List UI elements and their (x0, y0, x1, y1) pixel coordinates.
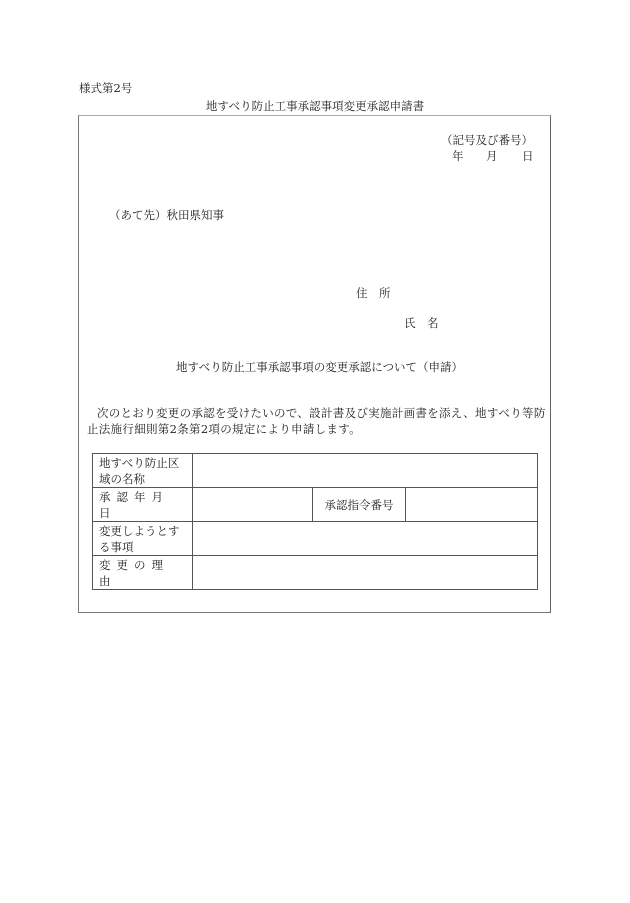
date-line (452, 148, 532, 164)
table-row (93, 454, 538, 488)
date-year: 年 (452, 149, 464, 163)
name-label: 氏 名 (404, 316, 439, 330)
area-name-label: 地すべり防止区域の名称 (93, 454, 193, 488)
table-row (93, 556, 538, 590)
change-item-label: 変更しようとする事項 (93, 522, 193, 556)
area-name-field[interactable] (193, 454, 538, 488)
subject-line: 地すべり防止工事承認事項の変更承認について（申請） (176, 360, 464, 374)
date-day: 日 (522, 149, 534, 163)
approval-order-number-label: 承認指令番号 (313, 488, 406, 522)
reference-number-label: （記号及び番号） (441, 133, 533, 147)
change-reason-field[interactable] (193, 556, 538, 590)
approval-date-label: 承認年月日 (93, 488, 193, 522)
table-row (93, 488, 538, 522)
change-item-field[interactable] (193, 522, 538, 556)
address-label: 住 所 (356, 286, 391, 300)
approval-order-number-field[interactable] (406, 488, 538, 522)
document-title: 地すべり防止工事承認事項変更承認申請書 (205, 99, 425, 113)
body-text: 次のとおり変更の承認を受けたいので、設計書及び実施計画書を添え、地すべり等防止法施行細則第2条第2項の規定により申請します。 (87, 406, 546, 436)
form-number: 様式第2号 (79, 81, 133, 95)
change-reason-label: 変更の理由 (93, 556, 193, 590)
application-table (92, 453, 538, 590)
approval-date-field[interactable] (193, 488, 313, 522)
table-row (93, 522, 538, 556)
addressee: （あて先）秋田県知事 (109, 208, 224, 222)
date-month: 月 (486, 149, 498, 163)
